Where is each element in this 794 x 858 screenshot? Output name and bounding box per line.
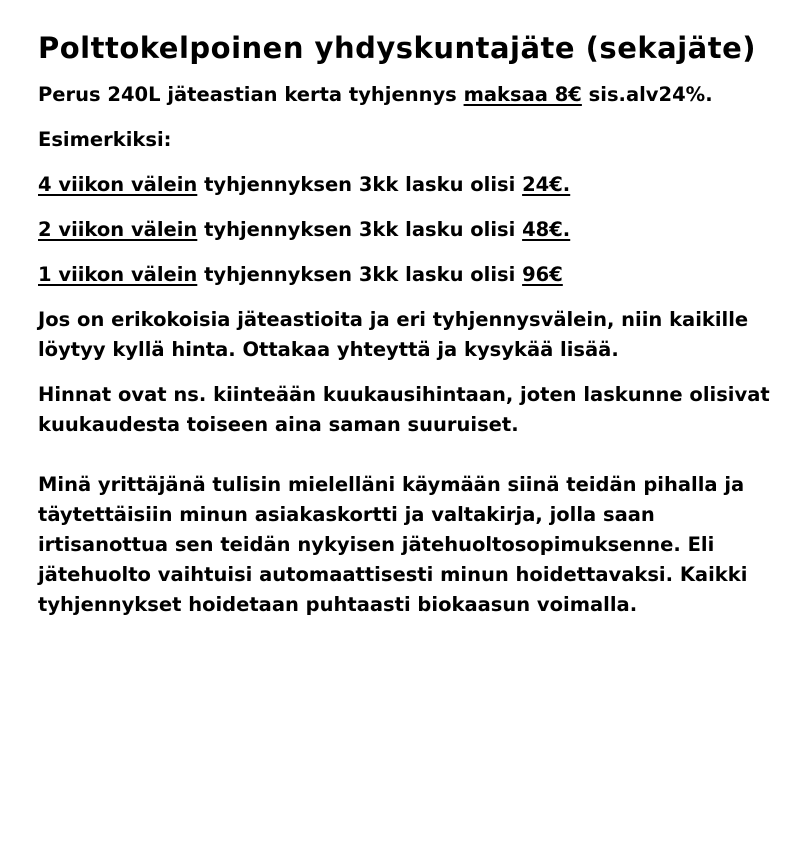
fixed-price-paragraph: Hinnat ovat ns. kiinteään kuukausihintaan, joten laskunne olisivat kuukaudesta toiseen aina saman suuruiset.: [38, 383, 770, 436]
entrepreneur-paragraph: Minä yrittäjänä tulisin mielelläni käymään siinä teidän pihalla ja täytettäisiin minun asiakaskortti ja valtakirja, jolla saan irtisanottua sen teidän nykyisen jätehuoltosopimuksenne. Eli jätehuolto vaihtuisi automaattisesti minun hoidettavaksi. Kaikki tyhjennykset hoidetaan puhtaasti biokaasun voimalla.: [38, 473, 748, 616]
examples-heading: Esimerkiksi:: [38, 128, 172, 151]
intro-paragraph: [38, 80, 778, 110]
example-text: tyhjennyksen 3kk lasku olisi: [197, 173, 523, 196]
example-interval-link[interactable]: 2 viikon välein: [38, 218, 198, 241]
price-link[interactable]: maksaa 8€: [463, 83, 582, 106]
page-title: Polttokelpoinen yhdyskuntajäte (sekajäte): [38, 31, 757, 65]
example-interval-link[interactable]: 4 viikon välein: [38, 173, 198, 196]
example-amount-link[interactable]: 24€.: [522, 173, 571, 196]
example-line: [38, 170, 778, 200]
special-containers-paragraph: Jos on erikokoisia jäteastioita ja eri tyhjennysvälein, niin kaikille löytyy kyllä hinta. Ottakaa yhteyttä ja kysykää lisää.: [38, 308, 749, 361]
example-line: [38, 260, 778, 290]
example-line: [38, 215, 778, 245]
example-text: tyhjennyksen 3kk lasku olisi: [197, 218, 523, 241]
intro-text: Perus 240L jäteastian kerta tyhjennys: [38, 83, 464, 106]
example-interval-link[interactable]: 1 viikon välein: [38, 263, 198, 286]
example-text: tyhjennyksen 3kk lasku olisi: [197, 263, 523, 286]
example-amount-link[interactable]: 96€: [522, 263, 563, 286]
content-area: [38, 28, 778, 620]
example-amount-link[interactable]: 48€.: [522, 218, 571, 241]
intro-vat-text: sis.alv24%.: [581, 83, 713, 106]
